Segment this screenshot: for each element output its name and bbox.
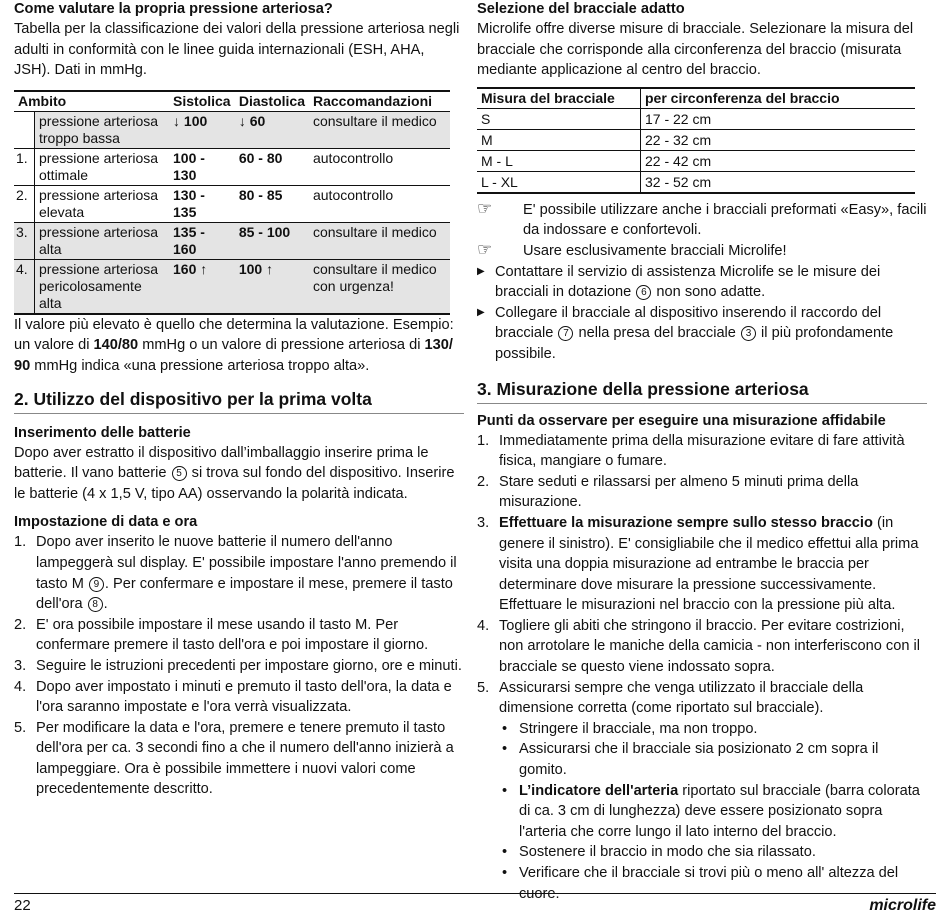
list-item: 2. E' ora possibile impostare il mese usando il tasto M. Per confermare premere il tasto dell'ora e poi impostare il giorno. bbox=[14, 616, 429, 654]
row-diastolic: 100 ↑ bbox=[235, 259, 309, 314]
row-recommendation: consultare il medico bbox=[309, 222, 450, 259]
example-value: 130/ 90 bbox=[14, 337, 453, 374]
table-header-row bbox=[477, 88, 915, 109]
cuff-bullets bbox=[477, 719, 927, 904]
row-recommendation: autocontrollo bbox=[309, 148, 450, 185]
row-recommendation: consultare il medico con urgenza! bbox=[309, 259, 450, 314]
col-header: Misura del bracciale bbox=[477, 88, 641, 109]
ref-number: 8 bbox=[88, 597, 103, 612]
question-title: Come valutare la propria pressione arteriosa? bbox=[14, 1, 333, 17]
row-number: 1. bbox=[14, 148, 35, 185]
ref-number: 5 bbox=[172, 466, 187, 481]
list-item: 5. Per modificare la data e l'ora, premere e tenere premuto il tasto dell'ora per ca. 3 secondi fino a che il numero dell'anno inizierà a lampeggiare. Ora è possibile immettere i nuovi valori come precedentemente descritto. bbox=[14, 719, 454, 798]
list-item: • Verificare che il bracciale si trovi più o meno all' altezza del cuore. bbox=[502, 865, 899, 902]
table-row: M - L 22 - 42 cm bbox=[477, 150, 915, 171]
list-item: 3. Seguire le istruzioni precedenti per impostare giorno, ore e minuti. bbox=[14, 657, 462, 674]
table-row: L - XL 32 - 52 cm bbox=[477, 171, 915, 193]
table-row bbox=[14, 111, 450, 148]
triangle-bullet-icon: ▶ bbox=[477, 306, 485, 318]
row-range: pressione arteriosa pericolosamente alta bbox=[35, 259, 170, 314]
row-range: pressione arteriosa alta bbox=[35, 222, 170, 259]
ref-number: 9 bbox=[89, 577, 104, 592]
list-item: 4. Dopo aver impostato i minuti e premuto il tasto dell'ora, la data e l'ora saranno impostate e l'ora verrà visualizzata. bbox=[14, 678, 452, 716]
left-column bbox=[14, 0, 464, 800]
row-range: pressione arteriosa elevata bbox=[35, 185, 170, 222]
brand-logo: microlife bbox=[869, 897, 936, 914]
row-diastolic: 85 - 100 bbox=[235, 222, 309, 259]
col-header: Ambito bbox=[14, 91, 169, 112]
datetime-steps bbox=[14, 532, 464, 800]
pointing-hand-icon: ☞ bbox=[477, 239, 493, 259]
row-diastolic: 60 - 80 bbox=[235, 148, 309, 185]
list-item: 4. Togliere gli abiti che stringono il braccio. Per evitare costrizioni, non arrotolare le maniche della camicia - non interferiscono con il bracciale se questo viene indossato sopra. bbox=[477, 617, 921, 676]
note-microlife-only: ☞ Usare esclusivamente bracciali Microlife! bbox=[477, 239, 787, 259]
row-systolic: 130 - 135 bbox=[169, 185, 235, 222]
footer-divider bbox=[14, 893, 936, 894]
list-item: 2. Stare seduti e rilassarsi per almeno 5 minuti prima della misurazione. bbox=[477, 473, 859, 511]
section-3-title: 3. Misurazione della pressione arteriosa bbox=[477, 377, 927, 404]
row-diastolic: 80 - 85 bbox=[235, 185, 309, 222]
triangle-bullet-icon: ▶ bbox=[477, 265, 485, 277]
col-header: Diastolica bbox=[235, 91, 309, 112]
instruction-contact-service: ▶ Contattare il servizio di assistenza Microlife se le misure dei bracciali in dotazione 6 non sono adatte. bbox=[477, 263, 881, 301]
batteries-heading: Inserimento delle batterie bbox=[14, 424, 191, 441]
cuff-size-table bbox=[477, 87, 915, 194]
list-item: 1. Immediatamente prima della misurazione evitare di fare attività fisica, mangiare o fumare. bbox=[477, 432, 905, 470]
list-item: • L’indicatore dell'arteria riportato sul bracciale (barra colorata di ca. 3 cm di lunghezza) deve essere posizionato sopra l'arteria che corre lungo il lato interno del braccio. bbox=[502, 782, 920, 840]
list-item: 5. Assicurarsi sempre che venga utilizzato il bracciale della dimensione corretta (come riportato sul bracciale). bbox=[477, 679, 864, 717]
row-number: 3. bbox=[14, 222, 35, 259]
intro-text: Tabella per la classificazione dei valori della pressione arteriosa negli adulti in conformità con le linee guida internazionali (ESH, AHA, JSH). Dati in mmHg. bbox=[14, 21, 460, 79]
ref-number: 7 bbox=[558, 326, 573, 341]
instruction-connect-cuff: ▶ Collegare il bracciale al dispositivo inserendo il raccordo del bracciale 7 nella presa del bracciale 3 il più profondamente possibile. bbox=[477, 304, 894, 362]
table-row bbox=[14, 259, 450, 314]
row-range: pressione arteriosa ottimale bbox=[35, 148, 170, 185]
right-column bbox=[477, 0, 927, 904]
ref-number: 3 bbox=[741, 326, 756, 341]
row-recommendation: consultare il medico bbox=[309, 111, 450, 148]
ref-number: 6 bbox=[636, 285, 651, 300]
table-row: S 17 - 22 cm bbox=[477, 108, 915, 129]
row-number: 4. bbox=[14, 259, 35, 314]
section-2-title: 2. Utilizzo del dispositivo per la prima volta bbox=[14, 387, 464, 414]
row-systolic: 135 - 160 bbox=[169, 222, 235, 259]
bp-classification-table bbox=[14, 90, 450, 315]
measurement-points bbox=[477, 431, 927, 719]
example-text: Il valore più elevato è quello che determina la valutazione. Esempio: un valore di 140/80 mmHg o un valore di pressione arteriosa di 130/ 90 mmHg indica «una pressione arteriosa troppo alta». bbox=[14, 316, 454, 374]
example-value: 140/80 bbox=[93, 337, 139, 354]
col-header: per circonferenza del braccio bbox=[641, 88, 916, 109]
col-header: Raccomandazioni bbox=[309, 91, 450, 112]
table-row bbox=[14, 148, 450, 185]
cuff-title: Selezione del bracciale adatto bbox=[477, 1, 685, 17]
row-systolic: 160 ↑ bbox=[169, 259, 235, 314]
table-row bbox=[14, 222, 450, 259]
table-header-row bbox=[14, 91, 450, 112]
row-number bbox=[14, 111, 35, 148]
list-item: • Assicurarsi che il bracciale sia posizionato 2 cm sopra il gomito. bbox=[502, 741, 879, 779]
row-recommendation: autocontrollo bbox=[309, 185, 450, 222]
cuff-intro: Microlife offre diverse misure di bracciale. Selezionare la misura del bracciale che corrisponde alla circonferenza del braccio (misurata mediante applicazione al centro del braccio. bbox=[477, 21, 914, 79]
datetime-heading: Impostazione di data e ora bbox=[14, 514, 198, 531]
list-item: • Sostenere il braccio in modo che sia rilassato. bbox=[502, 844, 816, 861]
row-systolic: 100 - 130 bbox=[169, 148, 235, 185]
table-row: M 22 - 32 cm bbox=[477, 129, 915, 150]
note-easy-cuffs: ☞ E' possibile utilizzare anche i bracciali preformati «Easy», facili da indossare e confortevoli. bbox=[477, 198, 927, 239]
points-heading: Punti da osservare per eseguire una misurazione affidabile bbox=[477, 412, 886, 429]
batteries-text: Dopo aver estratto il dispositivo dall’imballaggio inserire prima le batterie. Il vano batterie 5 si trova sul fondo del dispositivo. Inserire le batterie (4 x 1,5 V, tipo AA) osservando la polarità indicata. bbox=[14, 444, 455, 502]
col-header: Sistolica bbox=[169, 91, 235, 112]
row-systolic: ↓ 100 bbox=[169, 111, 235, 148]
list-item: 3. Effettuare la misurazione sempre sullo stesso braccio (in genere il sinistro). E' consigliabile che il medico effettui alla prima visita una doppia misurazione ad entrambe le braccia per determinare dove misurare la pressione successivamente. Effettuare le misurazioni nel braccio con la pressione più alta. bbox=[477, 514, 919, 614]
list-item: • Stringere il bracciale, ma non troppo. bbox=[502, 720, 758, 737]
list-item: 1. Dopo aver inserito le nuove batterie il numero dell'anno lampeggerà sul display. E' possibile impostare l'anno premendo il tasto M 9 . Per confermare e impostare il mese, premere il tasto dell'ora 8 . bbox=[14, 534, 457, 613]
row-range: pressione arteriosa troppo bassa bbox=[35, 111, 170, 148]
row-diastolic: ↓ 60 bbox=[235, 111, 309, 148]
page-number: 22 bbox=[14, 897, 31, 914]
pointing-hand-icon: ☞ bbox=[477, 198, 493, 218]
row-number: 2. bbox=[14, 185, 35, 222]
table-row bbox=[14, 185, 450, 222]
